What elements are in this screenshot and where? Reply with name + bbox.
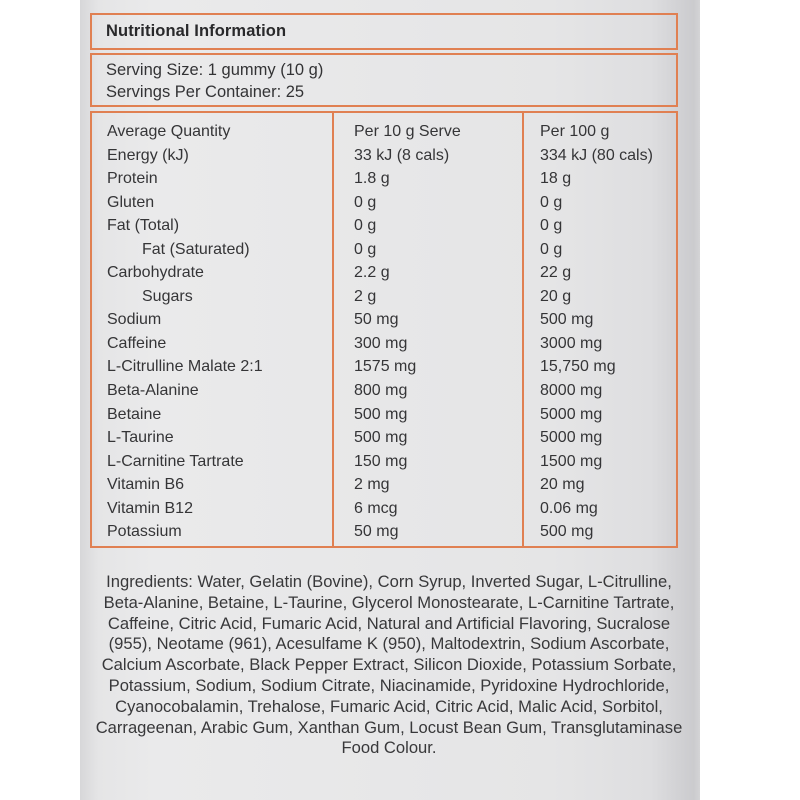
column-per-100g bbox=[522, 113, 676, 546]
table-cell: 6 mcg bbox=[354, 499, 398, 517]
table-cell: 2 mg bbox=[354, 476, 390, 494]
table-cell: Sugars bbox=[142, 287, 193, 305]
table-cell: 50 mg bbox=[354, 523, 399, 541]
table-cell: 800 mg bbox=[354, 382, 408, 400]
serving-size-text: Serving Size: 1 gummy (10 g) bbox=[106, 61, 324, 79]
table-cell: 20 g bbox=[540, 287, 572, 305]
table-cell: Caffeine bbox=[107, 334, 167, 352]
table-cell: 500 mg bbox=[540, 523, 594, 541]
table-cell: 500 mg bbox=[354, 429, 408, 447]
table-cell: 334 kJ (80 cals) bbox=[540, 146, 653, 164]
table-cell: 33 kJ (8 cals) bbox=[354, 146, 450, 164]
table-cell: 50 mg bbox=[354, 311, 399, 329]
table-cell: Beta-Alanine bbox=[107, 382, 199, 400]
table-cell: 150 mg bbox=[354, 452, 408, 470]
table-cell: 0 g bbox=[540, 193, 563, 211]
table-cell: 22 g bbox=[540, 264, 572, 282]
nutritional-information-header bbox=[90, 13, 678, 50]
table-cell: 0 g bbox=[354, 217, 377, 235]
table-cell: Vitamin B6 bbox=[107, 476, 185, 494]
table-cell: Betaine bbox=[107, 405, 162, 423]
table-cell: 15,750 mg bbox=[540, 358, 616, 376]
table-cell: 18 g bbox=[540, 170, 572, 188]
table-cell: 1.8 g bbox=[354, 170, 390, 188]
table-cell: Energy (kJ) bbox=[107, 146, 189, 164]
table-cell: 8000 mg bbox=[540, 382, 603, 400]
table-cell: 0.06 mg bbox=[540, 499, 598, 517]
ingredients-text: Ingredients: Water, Gelatin (Bovine), Corn Syrup, Inverted Sugar, L-Citrulline, Beta-Alanine, Betaine, L-Taurine, Glycerol Monostearate, L-Carnitine Tartrate, Caffeine, Citric Acid, Fumaric Acid, Natural and Artificial Flavoring, Sucralose (955), Neotame (961), Acesulfame K (950), Maltodextrin, Sodium Ascorbate, Calcium Ascorbate, Black Pepper Extract, Silicon Dioxide, Potassium Sorbate, Potassium, Sodium, Sodium Citrate, Niacinamide, Pyridoxine Hydrochloride, Cyanocobalamin, Trehalose, Fumaric Acid, Citric Acid, Malic Acid, Sorbitol, Carrageenan, Arabic Gum, Xanthan Gum, Locust Bean Gum, Transglutaminase Food Colour. bbox=[95, 572, 683, 758]
table-cell: 0 g bbox=[354, 193, 377, 211]
table-cell: Gluten bbox=[107, 193, 155, 211]
table-cell: Fat (Total) bbox=[107, 217, 180, 235]
product-label-background bbox=[80, 0, 700, 800]
serving-info-box bbox=[90, 53, 678, 107]
table-cell: 1575 mg bbox=[354, 358, 417, 376]
table-cell: Potassium bbox=[107, 523, 182, 541]
nutrition-table bbox=[90, 111, 678, 548]
table-cell: Average Quantity bbox=[107, 123, 231, 140]
table-cell: L-Citrulline Malate 2:1 bbox=[107, 358, 263, 376]
table-cell: 0 g bbox=[540, 217, 563, 235]
table-cell: 20 mg bbox=[540, 476, 585, 494]
table-cell: 3000 mg bbox=[540, 334, 603, 352]
table-cell: 1500 mg bbox=[540, 452, 603, 470]
table-cell: Per 100 g bbox=[540, 123, 610, 140]
table-cell: 5000 mg bbox=[540, 405, 603, 423]
table-cell: Per 10 g Serve bbox=[354, 123, 461, 140]
table-cell: 2 g bbox=[354, 287, 377, 305]
column-per-serve bbox=[332, 113, 522, 546]
table-cell: Carbohydrate bbox=[107, 264, 204, 282]
column-average-quantity bbox=[92, 113, 332, 546]
servings-per-container-text: Servings Per Container: 25 bbox=[106, 82, 305, 101]
panel-title: Nutritional Information bbox=[106, 22, 287, 40]
table-cell: Fat (Saturated) bbox=[142, 240, 250, 258]
table-cell: Vitamin B12 bbox=[107, 499, 193, 517]
table-cell: 500 mg bbox=[354, 405, 408, 423]
table-cell: 500 mg bbox=[540, 311, 594, 329]
table-cell: 0 g bbox=[540, 240, 563, 258]
table-cell: 5000 mg bbox=[540, 429, 603, 447]
table-cell: 2.2 g bbox=[354, 264, 390, 282]
table-cell: L-Taurine bbox=[107, 429, 174, 447]
table-cell: 0 g bbox=[354, 240, 377, 258]
table-cell: Protein bbox=[107, 170, 158, 188]
table-cell: L-Carnitine Tartrate bbox=[107, 452, 244, 470]
table-cell: Sodium bbox=[107, 311, 162, 329]
table-cell: 300 mg bbox=[354, 334, 408, 352]
